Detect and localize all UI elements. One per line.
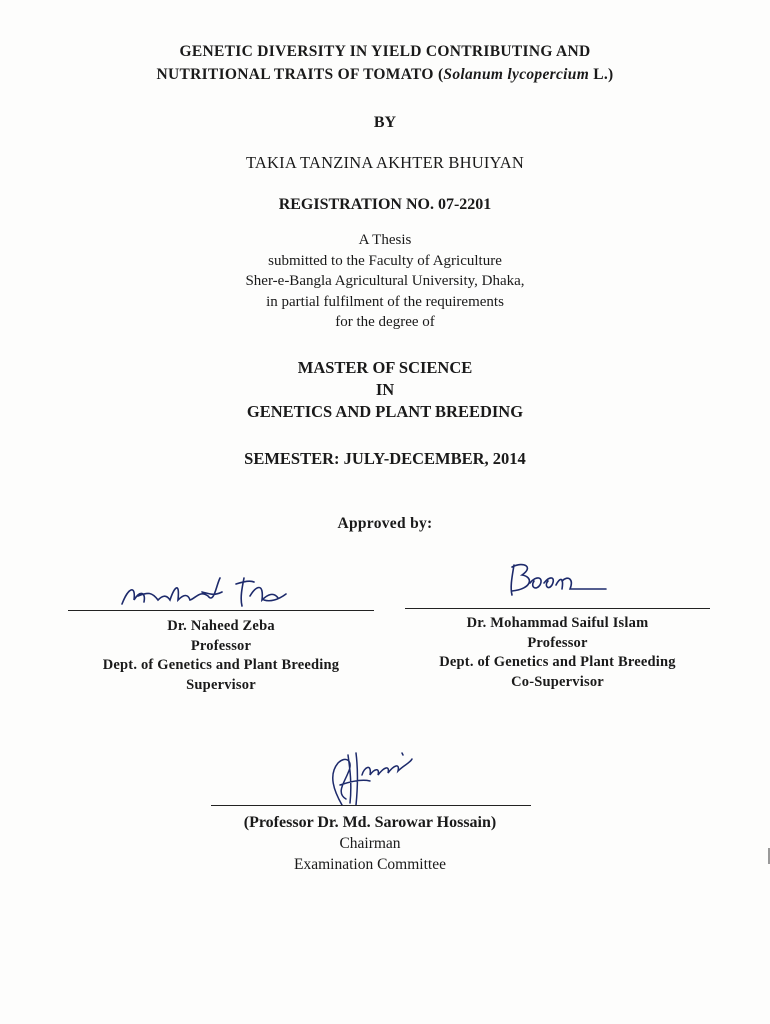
- degree-line-1: MASTER OF SCIENCE: [297, 358, 473, 377]
- title-latin-name: Solanum lycopercium: [443, 66, 590, 83]
- co-supervisor-signature-line: [405, 608, 710, 609]
- thesis-title: [0, 40, 770, 86]
- registration-number: REGISTRATION NO. 07-2201: [278, 196, 492, 213]
- co-supervisor-role: Co-Supervisor: [511, 673, 604, 690]
- degree-line-2: IN: [375, 380, 395, 399]
- author-name: TAKIA TANZINA AKHTER BHUIYAN: [245, 153, 525, 172]
- thesis-line: in partial fulfilment of the requirements: [266, 293, 504, 310]
- approved-by-label: Approved by:: [337, 515, 433, 532]
- title-line-1: GENETIC DIVERSITY IN YIELD CONTRIBUTING AND: [179, 43, 591, 60]
- supervisor-dept: Dept. of Genetics and Plant Breeding: [102, 657, 340, 673]
- co-supervisor-title: Professor: [527, 634, 588, 651]
- chairman-signature: [318, 745, 418, 811]
- thesis-line: submitted to the Faculty of Agriculture: [268, 252, 502, 269]
- supervisor-block: [68, 617, 374, 695]
- semester-label: SEMESTER: JULY-DECEMBER, 2014: [244, 449, 526, 468]
- degree-block: [0, 357, 770, 423]
- chairman-block: [160, 812, 580, 875]
- title-line-2-prefix: NUTRITIONAL TRAITS OF TOMATO (: [156, 66, 444, 83]
- title-line-2-suffix: L.): [589, 66, 614, 83]
- thesis-statement: [0, 230, 770, 333]
- chairman-title: Chairman: [339, 835, 401, 852]
- chairman-name: (Professor Dr. Md. Sarowar Hossain): [243, 814, 497, 831]
- co-supervisor-signature: [500, 555, 610, 605]
- supervisor-title: Professor: [190, 637, 252, 654]
- co-supervisor-block: [405, 614, 710, 692]
- title-line-2: [0, 63, 770, 86]
- degree-line-3: GENETICS AND PLANT BREEDING: [246, 402, 524, 421]
- supervisor-name: Dr. Naheed Zeba: [167, 618, 275, 634]
- supervisor-role: Supervisor: [186, 676, 256, 693]
- by-label: BY: [373, 114, 397, 131]
- thesis-line: A Thesis: [358, 232, 412, 248]
- thesis-line: Sher-e-Bangla Agricultural University, Dhaka,: [245, 273, 525, 289]
- chairman-signature-line: [211, 805, 531, 806]
- supervisor-signature-line: [68, 610, 374, 611]
- examination-committee-label: Examination Committee: [294, 856, 446, 873]
- co-supervisor-name: Dr. Mohammad Saiful Islam: [466, 615, 649, 631]
- co-supervisor-dept: Dept. of Genetics and Plant Breeding: [439, 654, 676, 670]
- supervisor-signature: [118, 570, 298, 614]
- thesis-line: for the degree of: [335, 314, 435, 330]
